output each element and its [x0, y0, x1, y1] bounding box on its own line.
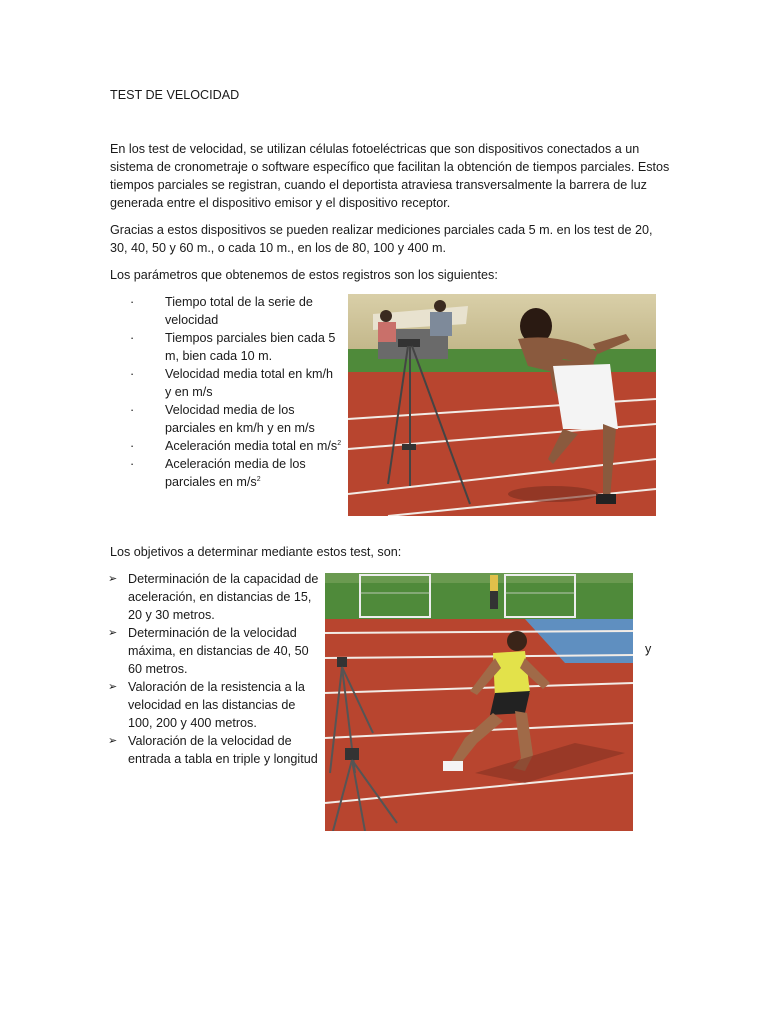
superscript: 2 — [337, 439, 342, 447]
list-item — [110, 437, 342, 455]
parameter-text: Velocidad media total en km/h y en m/s — [165, 367, 334, 399]
parameters-intro: Los parámetros que obtenemos de estos registros son los siguientes: — [110, 268, 498, 282]
objective-text: Valoración de la resistencia a la velocidad en las distancias de 100, 200 y 400 metros. — [128, 680, 305, 730]
parameter-text: Aceleración media total en m/s — [165, 439, 338, 453]
objective-text: Valoración de la velocidad de entrada a tabla en triple y longitud — [128, 734, 318, 766]
runner-photocell-illustration — [325, 573, 633, 831]
bullet-dot: · — [130, 367, 135, 381]
stray-text: y — [645, 642, 652, 656]
bullet-dot: · — [130, 439, 135, 453]
list-item — [108, 678, 320, 732]
parameter-text: Velocidad media de los parciales en km/h y en m/s — [165, 403, 315, 435]
bullet-dot: · — [130, 331, 135, 345]
intro-paragraph: En los test de velocidad, se utilizan células fotoeléctricas que son dispositivos conectados a un sistema de cronometraje o software específico que facilitan la obtención de tiempos parciales. Estos tiempos parciales se registran, cuando el deportista atraviesa transversalmente la barrera de luz generada entre el dispositivo emisor y el dispositivo receptor. — [110, 142, 670, 210]
list-item — [110, 329, 342, 365]
list-item — [108, 624, 320, 678]
document-title: TEST DE VELOCIDAD — [110, 88, 240, 102]
objective-text: Determinación de la capacidad de aceleración, en distancias de 15, 20 y 30 metros. — [128, 572, 319, 622]
list-item — [110, 293, 342, 329]
parameters-list — [110, 293, 342, 491]
list-item — [108, 732, 320, 768]
parameter-text: Tiempo total de la serie de velocidad — [165, 295, 313, 327]
bullet-dot: · — [130, 403, 135, 417]
list-item — [108, 570, 320, 624]
superscript: 2 — [256, 475, 261, 483]
arrow-bullet-icon: ➢ — [108, 681, 118, 693]
bullet-dot: · — [130, 457, 135, 471]
bullet-dot: · — [130, 295, 135, 309]
list-item — [110, 455, 342, 491]
objectives-list — [108, 570, 320, 768]
runner-photocell-photo — [325, 573, 633, 831]
list-item — [110, 401, 342, 437]
devices-paragraph: Gracias a estos dispositivos se pueden realizar mediciones parciales cada 5 m. en los test de 20, 30, 40, 50 y 60 m., o cada 10 m., en los de 80, 100 y 400 m. — [110, 223, 653, 255]
list-item — [110, 365, 342, 401]
parameter-text: Aceleración media de los parciales en m/s — [165, 457, 306, 489]
parameter-text: Tiempos parciales bien cada 5 m, bien cada 10 m. — [165, 331, 336, 363]
arrow-bullet-icon: ➢ — [108, 573, 118, 585]
arrow-bullet-icon: ➢ — [108, 735, 118, 747]
sprinter-start-illustration — [348, 294, 656, 516]
arrow-bullet-icon: ➢ — [108, 627, 118, 639]
objectives-intro: Los objetivos a determinar mediante estos test, son: — [110, 545, 402, 559]
objective-text: Determinación de la velocidad máxima, en distancias de 40, 50 60 metros. — [128, 626, 309, 676]
sprinter-start-photo — [348, 294, 656, 516]
